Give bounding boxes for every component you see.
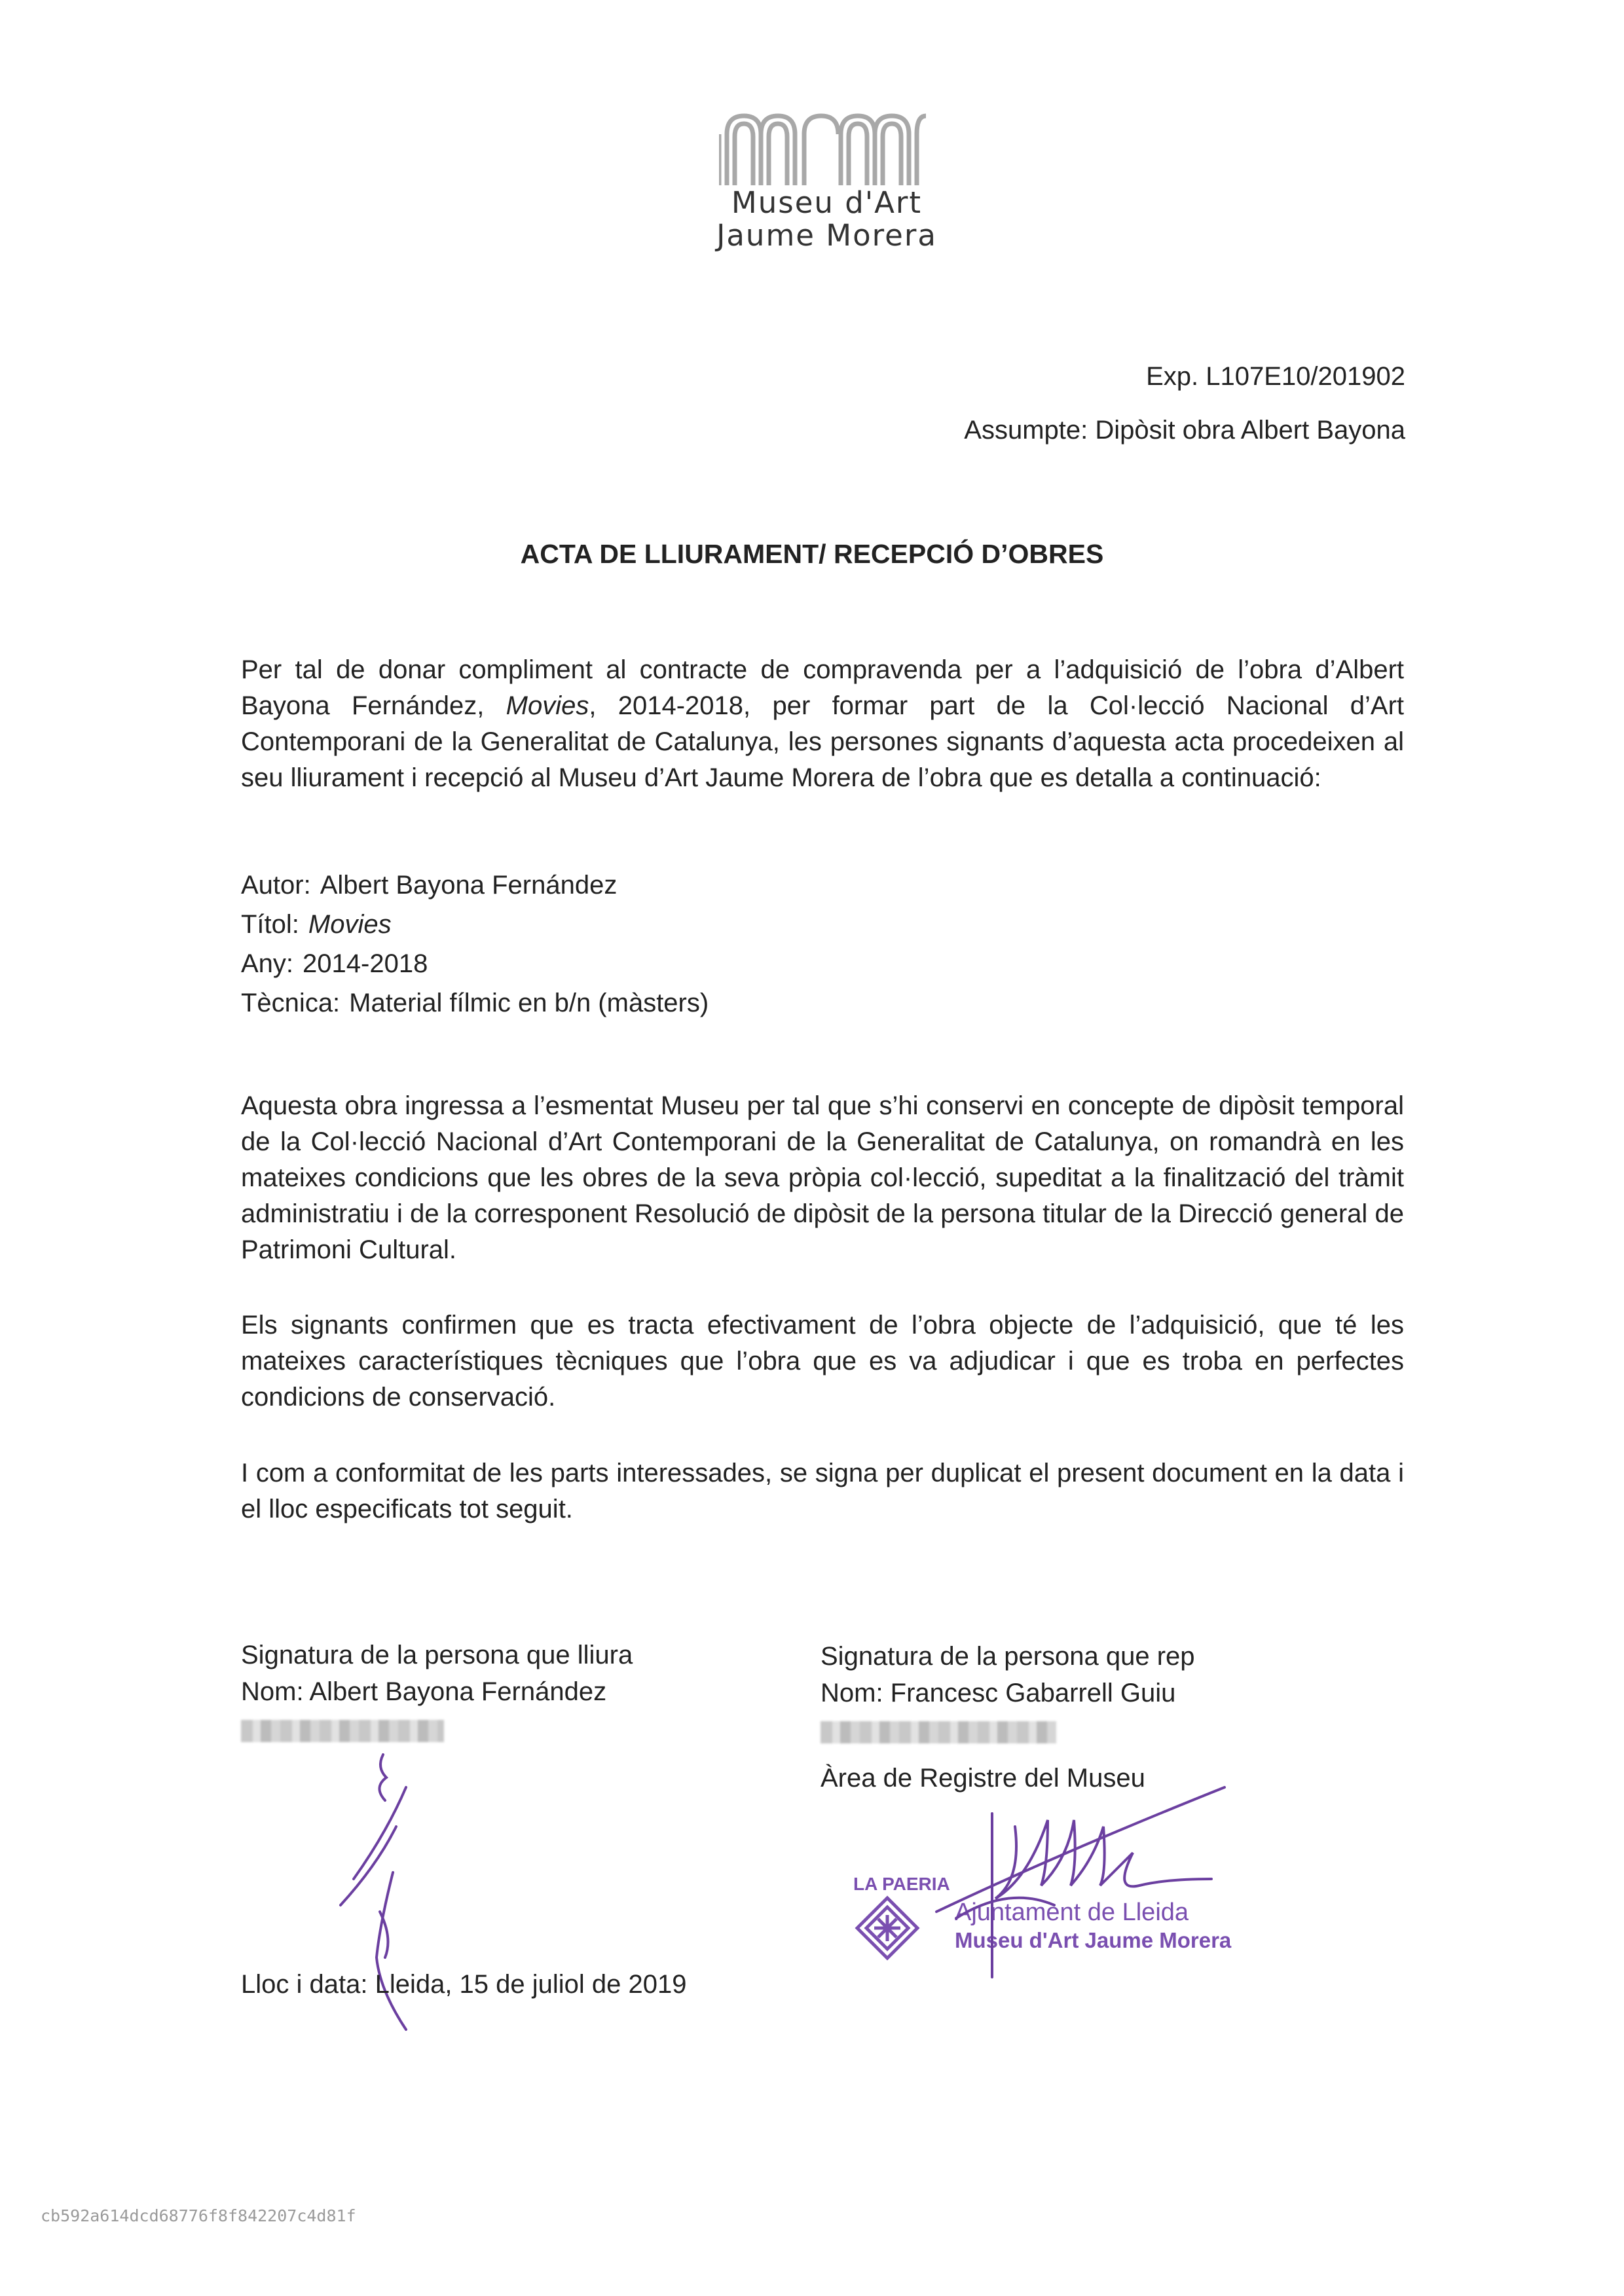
signature-block-deliverer (241, 1637, 633, 1752)
intro-text-2: , 2014-2018, per formar part de la Col·lecció Nacional d’Art Contemporani de la Generalitat de Catalunya, les persones signants d’aquesta acta procedeixen al seu lliurament i recepció al Museu d’Art Jaume Morera de l’obra que es detalla a continuació: (241, 691, 1405, 792)
stamp-line1: Ajuntament de Lleida (955, 1899, 1189, 1926)
intro-work-title: Movies (506, 691, 589, 720)
detail-title (241, 905, 392, 944)
technique-value: Material fílmic en b/n (màsters) (349, 989, 709, 1017)
title-value: Movies (308, 910, 392, 939)
logo-text-line2: Jaume Morera (716, 218, 937, 253)
intro-text-1: Per tal de donar compliment al contracte de compravenda per a l’adquisició de l’obra d’Albert Bayona Fernández, (241, 655, 1404, 720)
stamp-emblem-icon (855, 1895, 920, 1961)
logo-text-line1: Museu d'Art (731, 185, 923, 220)
official-stamp (851, 1761, 1270, 1958)
deliverer-heading: Signatura de la persona que lliura (241, 1641, 633, 1669)
museum-logo-icon (719, 108, 935, 187)
deliverer-name: Nom: Albert Bayona Fernández (241, 1677, 607, 1706)
author-label: Autor: (241, 871, 311, 900)
intro-paragraph (241, 652, 1404, 796)
year-label: Any: (241, 949, 294, 978)
document-hash: cb592a614dcd68776f8f842207c4d81f (41, 2206, 356, 2225)
receiver-heading: Signatura de la persona que rep (821, 1642, 1195, 1671)
file-reference: Exp. L107E10/201902 (1146, 362, 1405, 391)
museum-logo (714, 108, 940, 252)
subject-line: Assumpte: Dipòsit obra Albert Bayona (964, 416, 1405, 445)
receiver-redacted-id (821, 1717, 1195, 1753)
technique-label: Tècnica: (241, 989, 341, 1017)
receiver-name: Nom: Francesc Gabarrell Guiu (821, 1679, 1176, 1707)
receiver-area: Àrea de Registre del Museu (821, 1764, 1145, 1793)
title-label: Títol: (241, 910, 299, 939)
deliverer-redacted-id (241, 1715, 633, 1752)
stamp-top-text: LA PAERIA (853, 1874, 950, 1894)
detail-year (241, 944, 428, 983)
detail-technique (241, 983, 709, 1023)
conformity-paragraph: I com a conformitat de les parts interessades, se signa per duplicat el present document en la data i el lloc especificats tot seguit. (241, 1459, 1404, 1523)
place-and-date: Lloc i data: Lleida, 15 de juliol de 2019 (241, 1970, 687, 1999)
stamp-line2: Museu d'Art Jaume Morera (955, 1928, 1232, 1952)
document-title: ACTA DE LLIURAMENT/ RECEPCIÓ D’OBRES (520, 539, 1104, 569)
confirmation-paragraph: Els signants confirmen que es tracta efectivament de l’obra objecte de l’adquisició, que té les mateixes característiques tècniques que l’obra que es va adjudicar i que es troba en perfectes condicions de conservació. (241, 1311, 1404, 1412)
detail-author (241, 866, 617, 905)
author-value: Albert Bayona Fernández (320, 871, 618, 900)
deposit-paragraph: Aquesta obra ingressa a l’esmentat Museu per tal que s’hi conservi en concepte de dipòsit temporal de la Col·lecció Nacional d’Art Contemporani de la Generalitat de Catalunya, on romandrà en les mateixes condicions que les obres de la seva pròpia col·lecció, supeditat a la finalització del tràmit administratiu i de la corresponent Resolució de dipòsit de la persona titular de la Direcció general de Patrimoni Cultural. (241, 1091, 1404, 1264)
year-value: 2014-2018 (303, 949, 428, 978)
